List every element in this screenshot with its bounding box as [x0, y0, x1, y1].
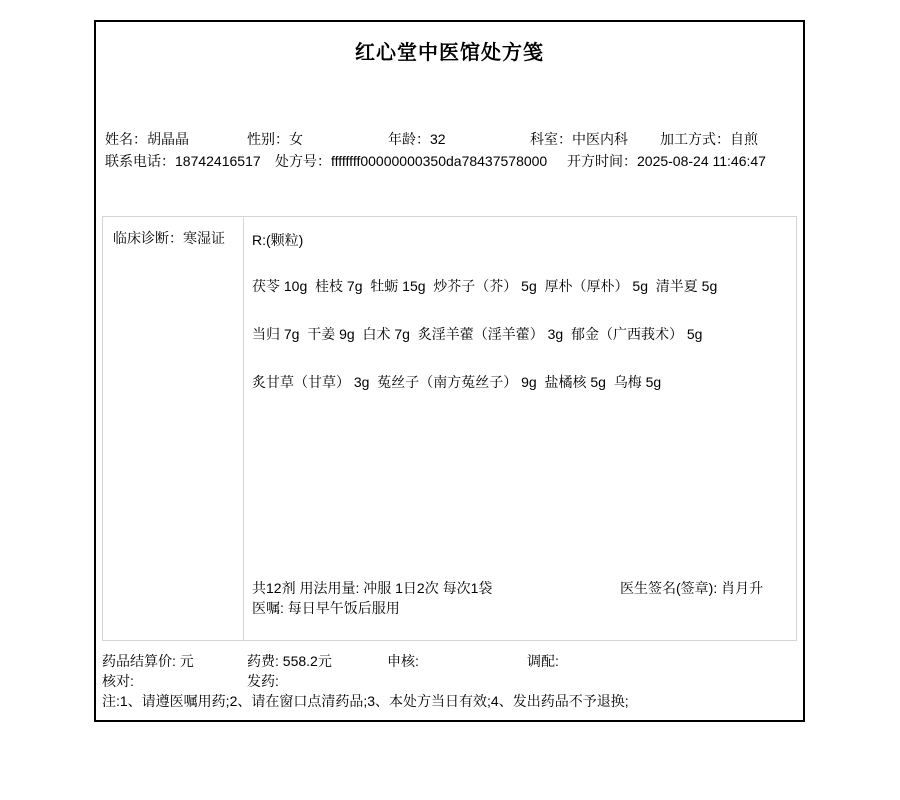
footnote: 注:1、请遵医嘱用药;2、请在窗口点清药品;3、本处方当日有效;4、发出药品不予退换; — [102, 693, 629, 709]
dispense-label: 发药: — [247, 673, 279, 689]
patient-name-field — [105, 130, 189, 148]
prescription-number-field — [275, 152, 547, 170]
rx-column — [244, 217, 796, 640]
dispense-field — [247, 672, 279, 690]
patient-name-value: 胡晶晶 — [147, 131, 189, 147]
diagnosis-label: 临床诊断： — [113, 230, 183, 246]
herb-line: 炙甘草（甘草） 3g 菟丝子（南方菟丝子） 9g 盐橘核 5g 乌梅 5g — [252, 374, 662, 390]
diagnosis-value: 寒湿证 — [183, 230, 225, 246]
settlement-price-label: 药品结算价: — [102, 653, 176, 669]
herb-line: 当归 7g 干姜 9g 白术 7g 炙淫羊藿（淫羊藿） 3g 郁金（广西莪术） 5g — [252, 326, 703, 342]
diagnosis-column — [103, 217, 244, 640]
prescribe-time-field — [567, 152, 766, 170]
phone-value: 18742416517 — [175, 153, 261, 169]
processing-method-field — [660, 130, 758, 148]
rx-header: R:(颗粒) — [252, 232, 304, 248]
doctor-signature: 医生签名(签章): 肖月升 — [620, 580, 764, 596]
patient-gender-value: 女 — [289, 131, 303, 147]
prescription-number-label: 处方号： — [275, 153, 331, 169]
doctor-instruction: 医嘱: 每日早午饭后服用 — [252, 600, 400, 616]
processing-method-label: 加工方式： — [660, 131, 730, 147]
department-field — [530, 130, 628, 148]
medicine-fee-value: 558.2元 — [278, 653, 332, 669]
settlement-price-field — [102, 652, 194, 670]
prescribe-time-label: 开方时间： — [567, 153, 637, 169]
patient-gender-label: 性别： — [247, 131, 289, 147]
review-field — [387, 652, 419, 670]
prescribe-time-value: 2025-08-24 11:46:47 — [637, 153, 766, 169]
review-label: 申核: — [387, 653, 419, 669]
prescription-body-box — [102, 216, 797, 641]
settlement-price-value: 元 — [175, 653, 194, 669]
check-field — [102, 672, 134, 690]
medicine-fee-field — [247, 652, 332, 670]
department-value: 中医内科 — [572, 131, 628, 147]
medicine-fee-label: 药费: — [247, 653, 279, 669]
usage-line: 共12剂 用法用量: 冲服 1日2次 每次1袋 — [252, 580, 493, 596]
page-title: 红心堂中医馆处方笺 — [355, 42, 544, 64]
prescription-number-value: ffffffff00000000350da78437578000 — [331, 153, 548, 169]
herb-line: 茯苓 10g 桂枝 7g 牡蛎 15g 炒芥子（芥） 5g 厚朴（厚朴） 5g 清半夏 5g — [252, 278, 718, 294]
patient-age-value: 32 — [430, 131, 446, 147]
patient-name-label: 姓名： — [105, 131, 147, 147]
dispense-prepare-label: 调配: — [527, 653, 559, 669]
patient-gender-field — [247, 130, 303, 148]
department-label: 科室： — [530, 131, 572, 147]
processing-method-value: 自煎 — [730, 131, 758, 147]
phone-label: 联系电话： — [105, 153, 175, 169]
dispense-prepare-field — [527, 652, 559, 670]
prescription-form — [94, 20, 805, 722]
check-label: 核对: — [102, 673, 134, 689]
phone-field — [105, 152, 261, 170]
diagnosis-field — [113, 229, 225, 247]
patient-age-label: 年龄： — [388, 131, 430, 147]
patient-age-field — [388, 130, 446, 148]
